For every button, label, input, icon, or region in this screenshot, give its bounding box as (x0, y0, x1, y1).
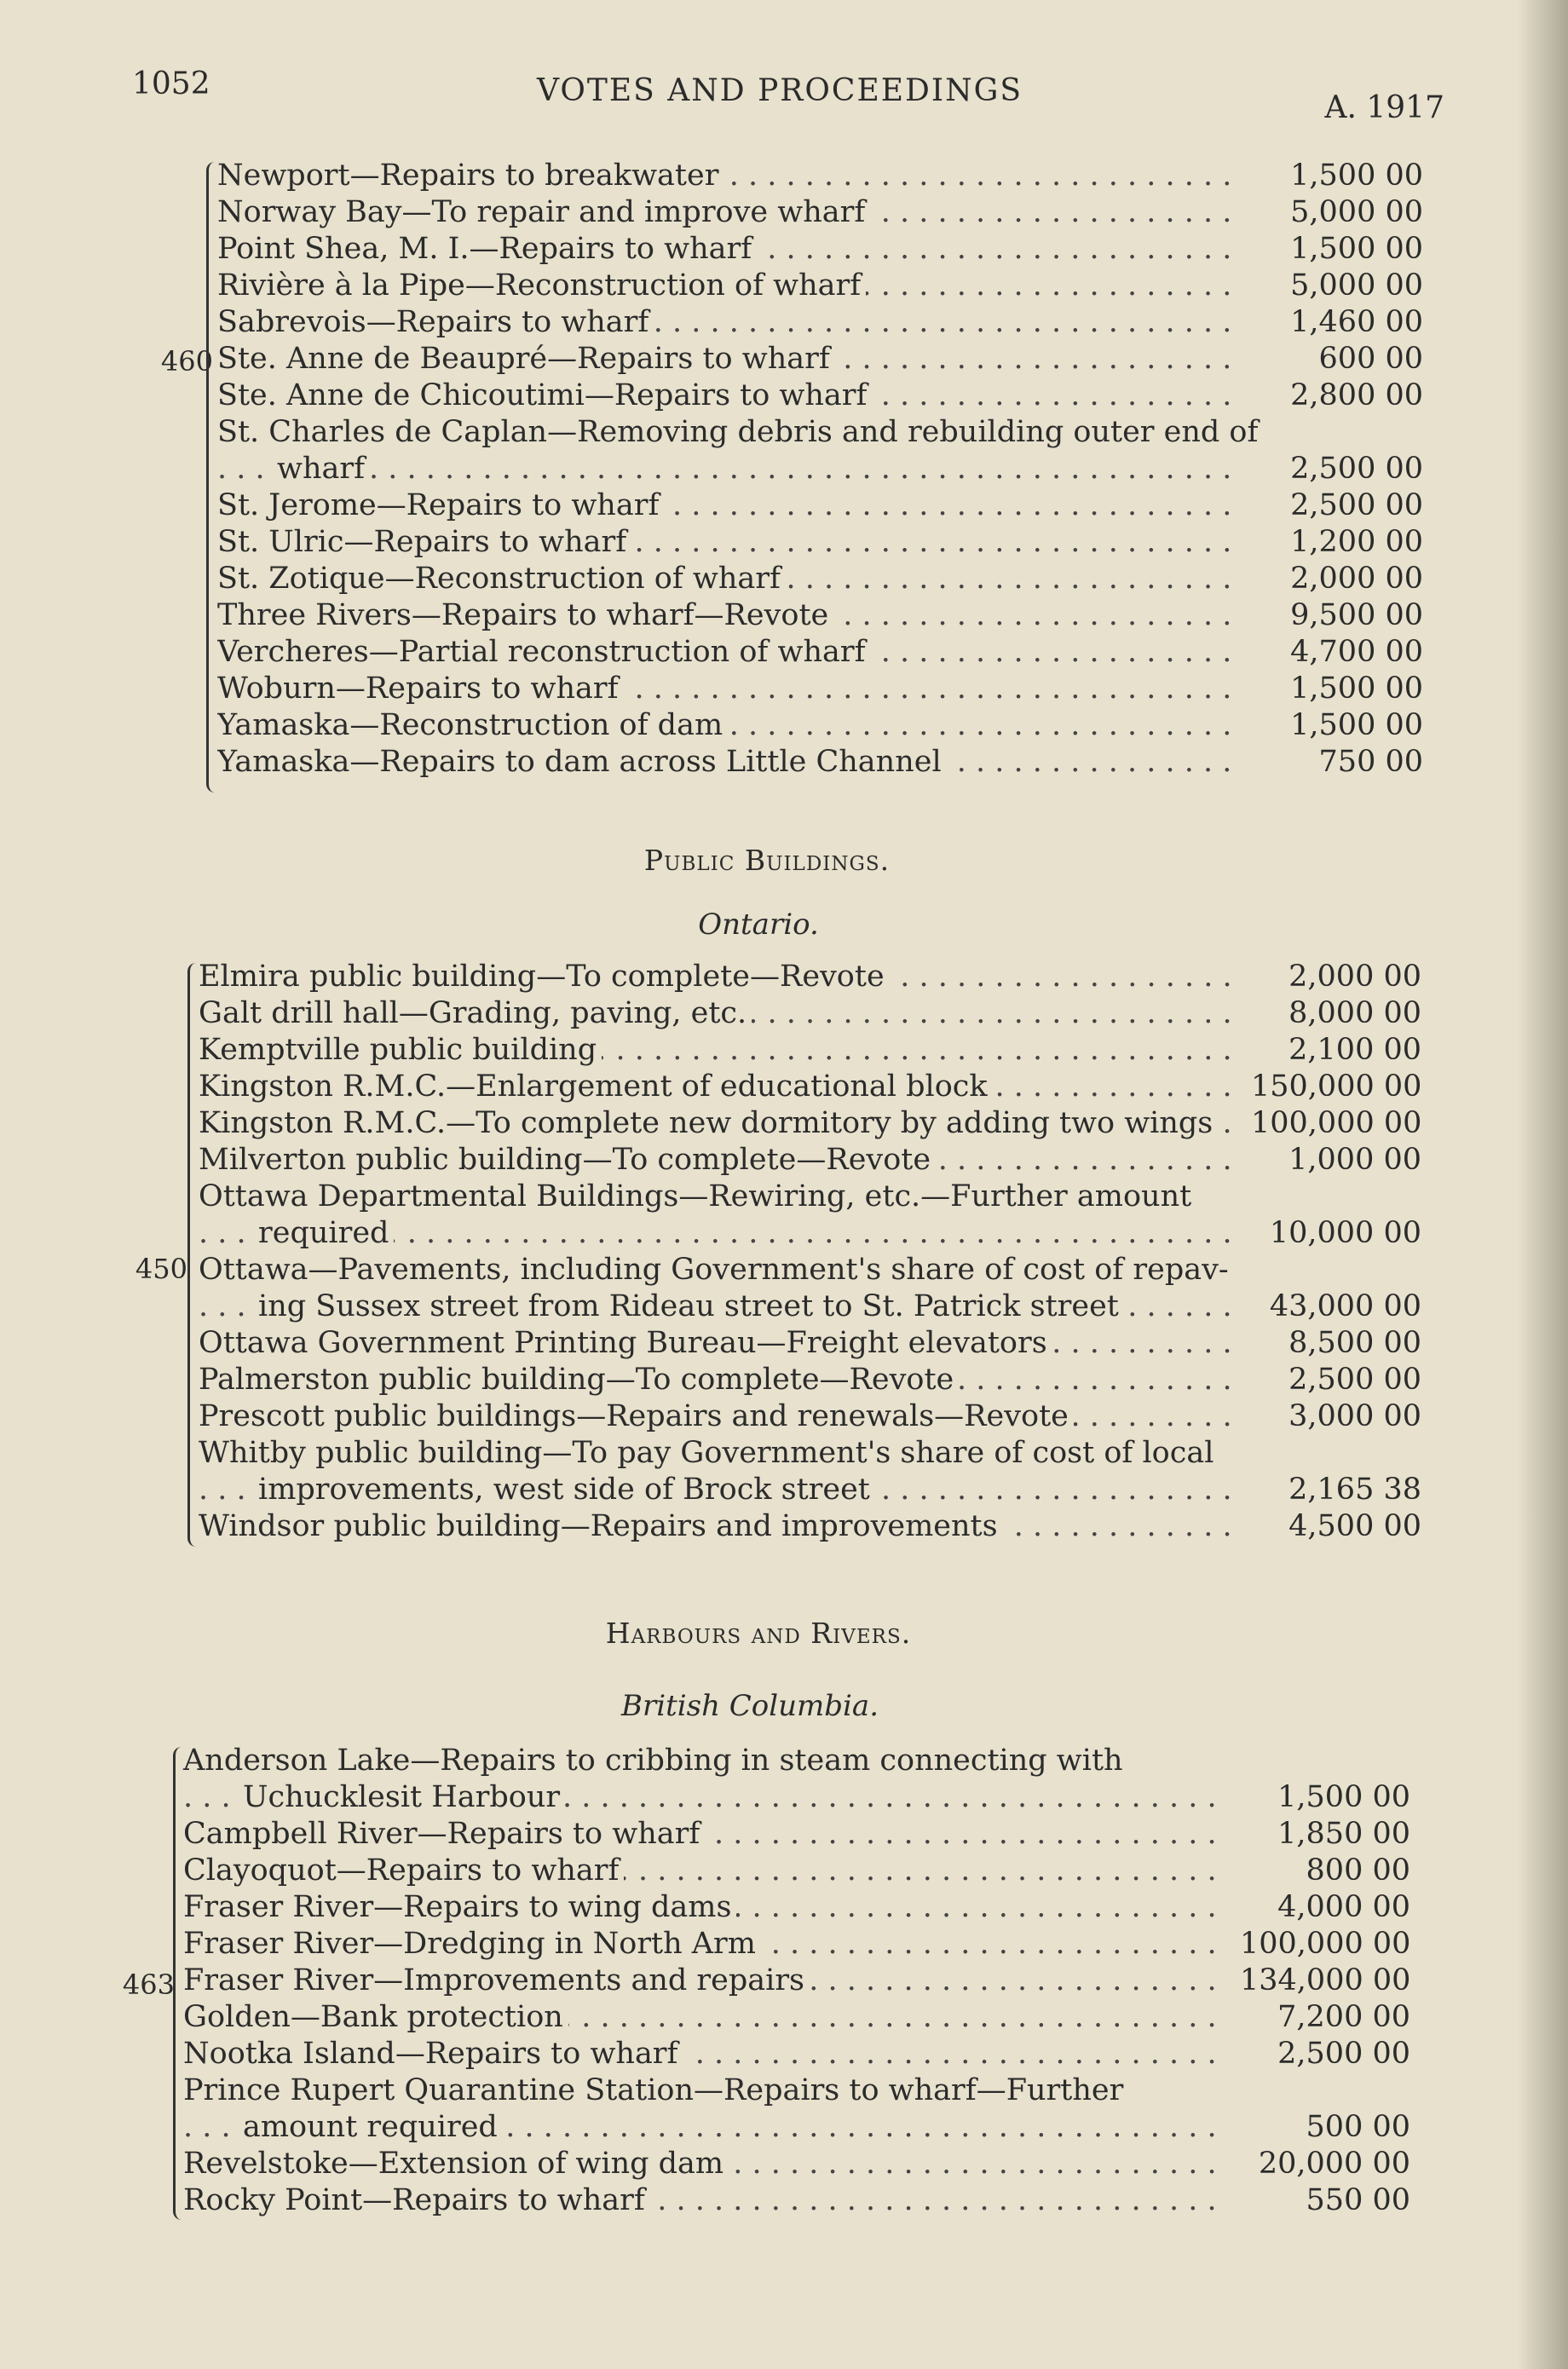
entry-amount: 2,000 00 (1288, 960, 1421, 994)
entry-amount: 2,100 00 (1288, 1033, 1421, 1067)
entry-amount: 2,800 00 (1290, 378, 1423, 412)
entry-amount: 100,000 00 (1251, 1106, 1422, 1140)
table-row (199, 1472, 1421, 1508)
entry-amount: 2,500 00 (1290, 488, 1423, 522)
table-row (217, 744, 1423, 781)
entry-description: Sabrevois—Repairs to wharf (217, 305, 654, 339)
entry-amount: 4,500 00 (1288, 1509, 1421, 1543)
entry-description: Whitby public building—To pay Government's share of cost of local (199, 1436, 1214, 1470)
entry-amount: 750 00 (1318, 745, 1423, 779)
entry-description: Galt drill hall—Grading, paving, etc. (199, 996, 752, 1030)
entry-description: Ottawa—Pavements, including Government's share of cost of repav- (199, 1253, 1229, 1287)
entry-description: Kemptville public building (199, 1033, 602, 1067)
section-title-harbours-rivers: Harbours and Rivers. (605, 1617, 912, 1650)
entry-description: amount required (243, 2110, 503, 2144)
entry-description: Nootka Island—Repairs to wharf (183, 2037, 683, 2071)
entry-description: Newport—Repairs to breakwater (217, 159, 723, 193)
table-row (199, 1362, 1421, 1398)
table-row (217, 268, 1423, 304)
entry-amount: 2,500 00 (1277, 2037, 1410, 2071)
entry-amount: 4,000 00 (1277, 1890, 1410, 1924)
section-subtitle-ontario: Ontario. (698, 908, 819, 942)
table-row (199, 1435, 1421, 1472)
table-row (183, 1816, 1410, 1853)
table-row (183, 2146, 1410, 2182)
entry-amount: 7,200 00 (1277, 2000, 1410, 2034)
table-row (199, 1508, 1421, 1545)
entry-description: Kingston R.M.C.—To complete new dormitory by adding two wings (199, 1106, 1218, 1140)
entry-description: required (258, 1216, 394, 1250)
entry-description: Norway Bay—To repair and improve wharf (217, 195, 870, 229)
entry-description: Golden—Bank protection (183, 2000, 568, 2034)
table-row (217, 451, 1423, 487)
table-row (199, 1069, 1421, 1105)
table-row (183, 1853, 1410, 1889)
entry-amount: 20,000 00 (1258, 2147, 1410, 2181)
vote-number: 450 (135, 1253, 187, 1285)
table-row (183, 2072, 1410, 2109)
table-row (183, 1926, 1410, 1963)
entry-amount: 4,700 00 (1290, 635, 1423, 669)
entry-amount: 1,850 00 (1277, 1817, 1410, 1851)
entry-amount: 5,000 00 (1290, 268, 1423, 303)
table-row (217, 671, 1423, 707)
session-year: A. 1917 (1324, 90, 1444, 125)
table-row (199, 1179, 1421, 1215)
entry-description: Revelstoke—Extension of wing dam (183, 2147, 729, 2181)
entry-description: Yamaska—Repairs to dam across Little Channel (217, 745, 947, 779)
entry-description: Elmira public building—To complete—Revote (199, 960, 890, 994)
entry-amount: 1,500 00 (1290, 232, 1423, 266)
entry-amount: 2,165 38 (1288, 1473, 1421, 1507)
vote-number: 460 (160, 345, 213, 378)
table-row (199, 1032, 1421, 1069)
entry-amount: 2,500 00 (1288, 1363, 1421, 1397)
entry-amount: 500 00 (1306, 2110, 1410, 2144)
entry-description: Three Rivers—Repairs to wharf—Revote (217, 598, 833, 632)
entry-description: Point Shea, M. I.—Repairs to wharf (217, 232, 757, 266)
vote-number: 463 (122, 1968, 175, 2001)
entry-description: Prince Rupert Quarantine Station—Repairs to wharf—Further (183, 2073, 1124, 2107)
table-row (199, 1398, 1421, 1435)
table-row (199, 1288, 1421, 1325)
entry-description: Yamaska—Reconstruction of dam (217, 708, 728, 742)
entry-amount: 2,000 00 (1290, 562, 1423, 596)
entry-description: Kingston R.M.C.—Enlargement of educational block (199, 1069, 993, 1104)
entry-description: St. Jerome—Repairs to wharf (217, 488, 664, 522)
entry-amount: 1,000 00 (1288, 1143, 1421, 1177)
table-row (183, 1743, 1410, 1779)
entry-description: Ottawa Departmental Buildings—Rewiring, etc.—Further amount (199, 1179, 1192, 1213)
page-title: VOTES AND PROCEEDINGS (537, 73, 1023, 108)
entry-amount: 550 00 (1306, 2183, 1410, 2217)
table-row (217, 561, 1423, 597)
entry-description: Fraser River—Improvements and repairs (183, 1963, 810, 1997)
table-row (217, 194, 1423, 231)
entry-description: Woburn—Repairs to wharf (217, 672, 624, 706)
entry-description: Prescott public buildings—Repairs and renewals—Revote (199, 1399, 1074, 1433)
section-subtitle-british-columbia: British Columbia. (620, 1689, 879, 1723)
bracket (187, 963, 199, 1547)
table-row (199, 995, 1421, 1032)
entry-amount: 1,460 00 (1290, 305, 1423, 339)
entry-description: St. Zotique—Reconstruction of wharf (217, 562, 786, 596)
table-row (217, 378, 1423, 414)
entry-description: ing Sussex street from Rideau street to St. Patrick street (258, 1289, 1124, 1323)
entry-description: Fraser River—Repairs to wing dams (183, 1890, 736, 1924)
entry-description: Clayoquot—Repairs to wharf (183, 1853, 624, 1888)
entry-description: Palmerston public building—To complete—Revote (199, 1363, 959, 1397)
entry-description: Rocky Point—Repairs to wharf (183, 2183, 650, 2217)
entry-amount: 1,500 00 (1290, 672, 1423, 706)
entry-amount: 150,000 00 (1251, 1069, 1422, 1104)
entry-amount: 43,000 00 (1269, 1289, 1421, 1323)
table-row (217, 524, 1423, 561)
entry-list (217, 158, 1423, 781)
entry-description: improvements, west side of Brock street (258, 1473, 875, 1507)
table-row (217, 231, 1423, 268)
page-number: 1052 (132, 66, 210, 101)
entry-description: Ste. Anne de Beaupré—Repairs to wharf (217, 342, 835, 376)
table-row (183, 1963, 1410, 1999)
entry-description: Rivière à la Pipe—Reconstruction of wharf (217, 268, 866, 303)
entry-description: Vercheres—Partial reconstruction of wharf (217, 635, 871, 669)
page-header (132, 66, 1444, 126)
entry-description: Milverton public building—To complete—Revote (199, 1143, 936, 1177)
table-row (183, 1999, 1410, 2036)
entry-description: Fraser River—Dredging in North Arm (183, 1927, 761, 1961)
table-row (217, 597, 1423, 634)
table-row (217, 634, 1423, 671)
bracket (206, 162, 217, 793)
entry-amount: 600 00 (1318, 342, 1423, 376)
table-row (217, 414, 1423, 451)
table-row (199, 1142, 1421, 1179)
entry-description: Uchucklesit Harbour (243, 1780, 565, 1814)
table-row (183, 2109, 1410, 2146)
entry-list (183, 1743, 1410, 2219)
entry-description: Anderson Lake—Repairs to cribbing in steam connecting with (183, 1744, 1123, 1778)
table-row (217, 487, 1423, 524)
entry-amount: 1,200 00 (1290, 525, 1423, 559)
entry-description: wharf (277, 452, 370, 486)
entry-amount: 10,000 00 (1269, 1216, 1421, 1250)
entry-amount: 5,000 00 (1290, 195, 1423, 229)
table-row (183, 1779, 1410, 1816)
table-row (199, 1325, 1421, 1362)
entry-amount: 2,500 00 (1290, 452, 1423, 486)
entry-amount: 8,000 00 (1288, 996, 1421, 1030)
entry-description: St. Ulric—Repairs to wharf (217, 525, 631, 559)
entry-amount: 1,500 00 (1277, 1780, 1410, 1814)
table-row (217, 304, 1423, 341)
table-row (199, 1215, 1421, 1252)
entry-amount: 800 00 (1306, 1853, 1410, 1888)
entry-description: Ste. Anne de Chicoutimi—Repairs to wharf (217, 378, 872, 412)
page-edge-shadow (1517, 0, 1568, 2369)
table-row (217, 707, 1423, 744)
table-row (183, 2182, 1410, 2219)
entry-description: Windsor public building—Repairs and improvements (199, 1509, 1003, 1543)
entry-amount: 9,500 00 (1290, 598, 1423, 632)
entry-amount: 134,000 00 (1240, 1963, 1411, 1997)
section-title-public-buildings: Public Buildings. (643, 844, 891, 877)
entry-description: Campbell River—Repairs to wharf (183, 1817, 705, 1851)
entry-amount: 8,500 00 (1288, 1326, 1421, 1360)
entry-amount: 3,000 00 (1288, 1399, 1421, 1433)
entry-amount: 1,500 00 (1290, 159, 1423, 193)
table-row (217, 341, 1423, 378)
entry-list (199, 959, 1421, 1545)
entry-amount: 1,500 00 (1290, 708, 1423, 742)
entry-description: Ottawa Government Printing Bureau—Freight elevators (199, 1326, 1052, 1360)
entry-description: St. Charles de Caplan—Removing debris and rebuilding outer end of (217, 415, 1259, 449)
table-row (183, 2036, 1410, 2072)
table-row (199, 1252, 1421, 1288)
table-row (199, 1105, 1421, 1142)
table-row (183, 1889, 1410, 1926)
entry-amount: 100,000 00 (1240, 1927, 1411, 1961)
table-row (217, 158, 1423, 194)
table-row (199, 959, 1421, 995)
